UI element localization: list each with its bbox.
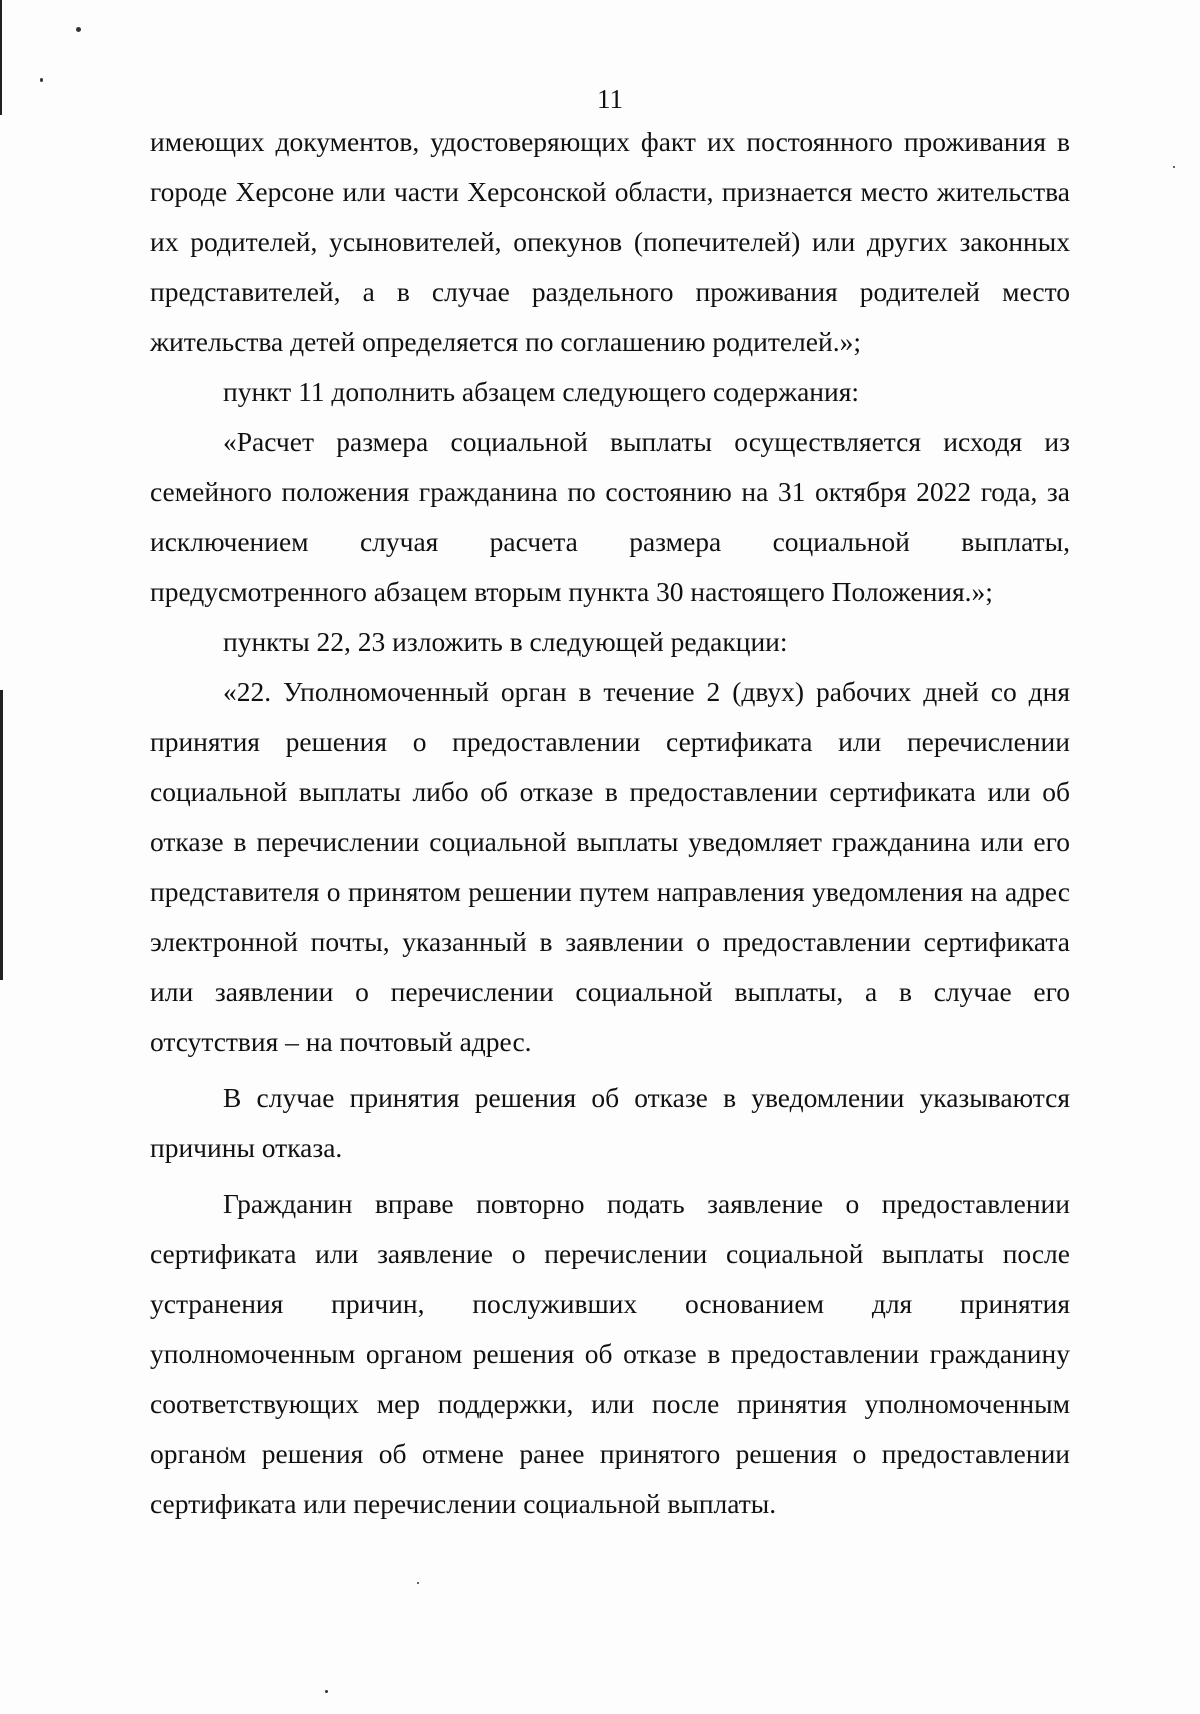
paragraph-payment-calculation: «Расчет размера социальной выплаты осуществляется исходя из семейного положения гражданина по состоянию на 31 октября 2022 года, за исключением случая расчета размера социальной выплаты, предусмотренного абзацем вторым пункта 30 настоящего Положения.»; (150, 426, 1070, 607)
paragraph-repeat-application: Гражданин вправе повторно подать заявление о предоставлении сертификата или заявление о перечислении социальной выплаты после устранения причин, послуживших основанием для принятия уполномоченным органом решения об отказе в предоставлении гражданину соответствующих мер поддержки, или после принятия уполномоченным органом решения об отмене ранее принятого решения о предоставлении сертификата или перечислении социальной выплаты. (150, 1188, 1070, 1519)
scan-speck (76, 27, 81, 32)
paragraph-continuation: имеющих документов, удостоверяющих факт их постоянного проживания в городе Херсоне или части Херсонской области, признается место жительства их родителей, усыновителей, опекунов (попечителей) или других законных представителей, а в случае раздельного проживания родителей место жительства детей определяется по соглашению родителей.»; (150, 126, 1070, 357)
scan-speck (1173, 166, 1175, 168)
scan-speck (417, 1582, 419, 1584)
paragraph-amendment-points-22-23: пункты 22, 23 изложить в следующей редакции: (223, 626, 788, 657)
paragraph-amendment-point-11: пункт 11 дополнить абзацем следующего содержания: (223, 376, 860, 407)
scan-edge-mark (0, 690, 3, 980)
document-body (150, 117, 1070, 1529)
page-number: 11 (597, 84, 623, 114)
paragraph-point-22: «22. Уполномоченный орган в течение 2 (двух) рабочих дней со дня принятия решения о предоставлении сертификата или перечислении социальной выплаты либо об отказе в предоставлении сертификата или об отказе в перечислении социальной выплаты уведомляет гражданина или его представителя о принятом решении путем направления уведомления на адрес электронной почты, указанный в заявлении о предоставлении сертификата или заявлении о перечислении социальной выплаты, а в случае его отсутствия – на почтовый адрес. (150, 676, 1070, 1057)
scan-speck (325, 1690, 328, 1693)
paragraph-refusal-reasons: В случае принятия решения об отказе в уведомлении указываются причины отказа. (150, 1082, 1070, 1163)
